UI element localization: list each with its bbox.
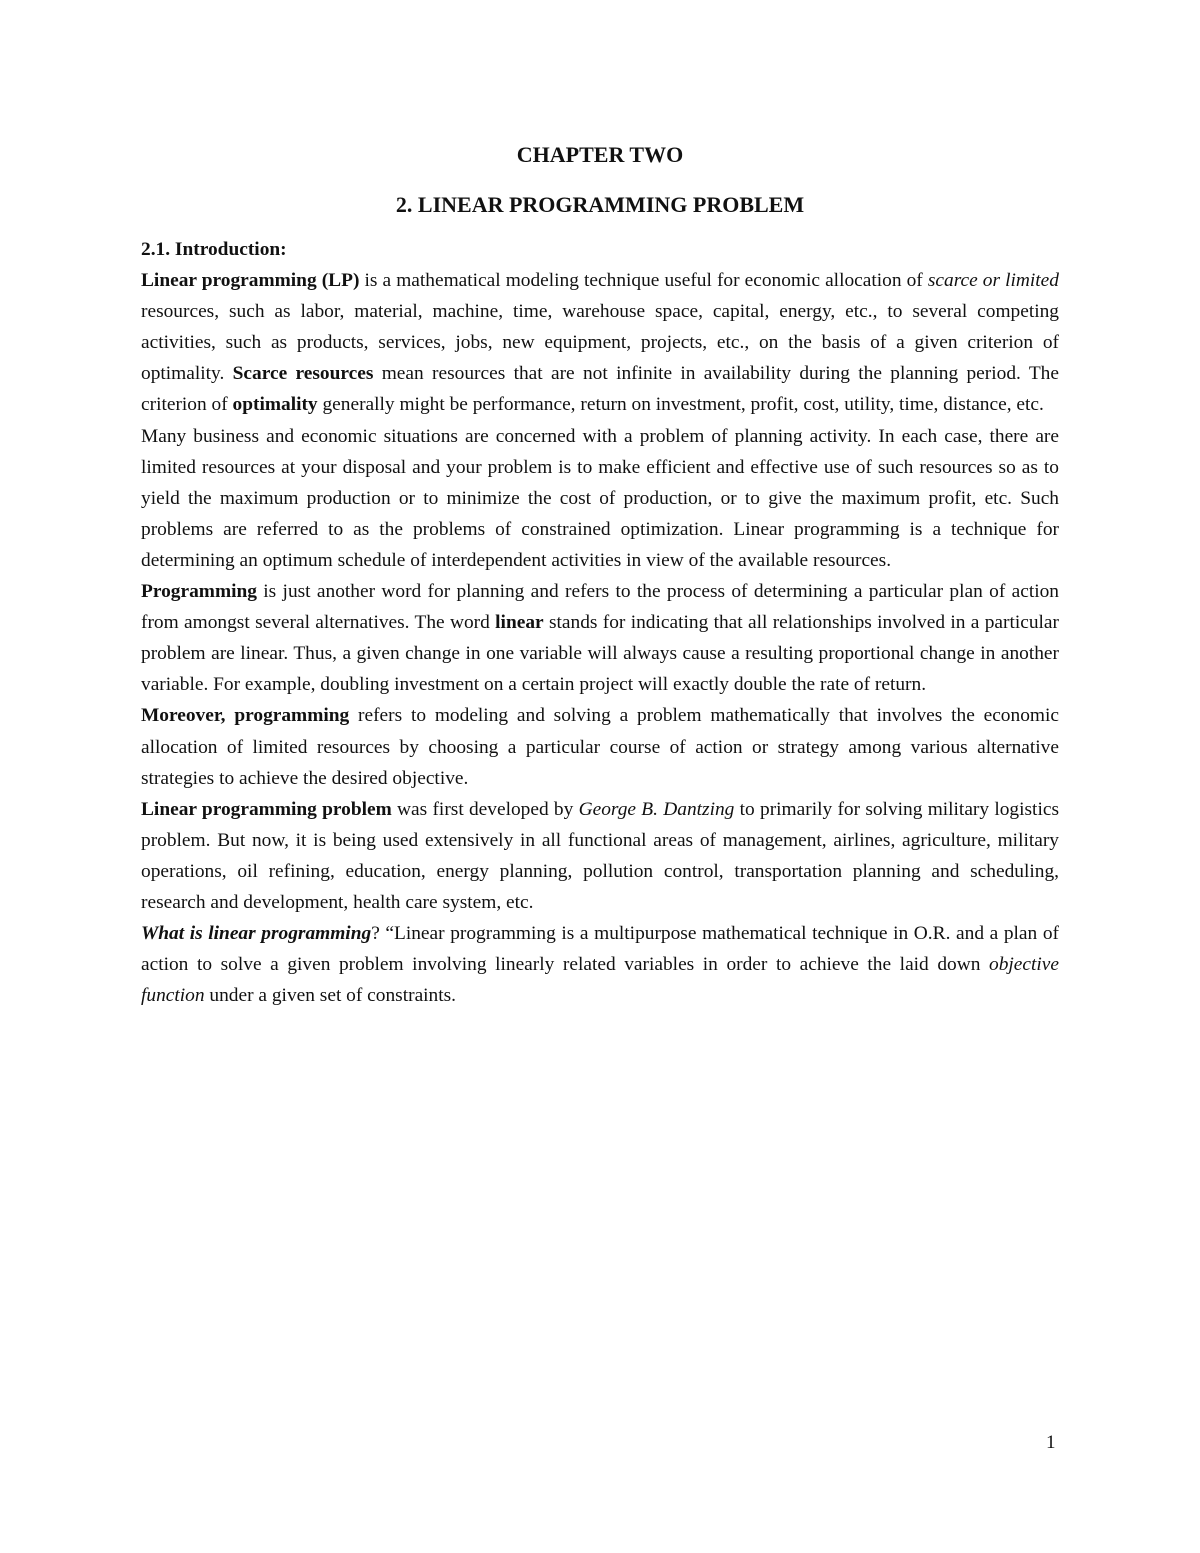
paragraph-lp-definition (141, 265, 1059, 420)
paragraph-programming (141, 576, 1059, 700)
text-span: resources, such as labor, material, machine, time, warehouse space, capital, energy, etc., to several competing activities, such as products, services, jobs, new equipment, projects, etc., on the basis of a given criterion of optimality. (141, 301, 1059, 385)
text-span: ? “Linear programming is a multipurpose mathematical technique in O.R. and a plan of action to solve a given problem involving linearly related variables in order to achieve the laid down (141, 923, 1059, 976)
term-optimality: optimality (232, 394, 318, 416)
text-span: is just another word for planning and refers to the process of determining a particular plan of action from amongst several alternatives. The word (141, 581, 1059, 634)
text-span: under a given set of constraints. (204, 985, 457, 1007)
person-name: George B. Dantzing (578, 798, 735, 820)
term-scarce-resources: Scarce resources (232, 363, 374, 385)
subsection-heading: 2.1. Introduction: (141, 239, 287, 260)
emphasis-scarce-limited: scarce or limited (927, 270, 1059, 292)
paragraph-history (141, 794, 1059, 918)
term-linear: linear (495, 612, 544, 634)
term-programming: Programming (141, 581, 257, 603)
chapter-heading: CHAPTER TWO (516, 142, 684, 167)
page-number: 1 (1046, 1432, 1056, 1453)
question-text: What is linear programming (141, 923, 372, 945)
paragraph-what-is-lp (141, 918, 1059, 1011)
question-what-is-lp (141, 923, 371, 944)
term-lp-problem: Linear programming problem (141, 798, 392, 820)
text-span: stands for indicating that all relationships involved in a particular problem are linear. Thus, a given change in one variable will always cause a resulting proportional change in another variable. For example, doubling investment on a certain project will exactly double the rate of return. (141, 612, 1059, 696)
paragraph-moreover (141, 700, 1059, 793)
term-linear-programming: Linear programming (LP) (141, 270, 360, 292)
text-span: was first developed by (391, 798, 579, 820)
text-span: is a mathematical modeling technique useful for economic allocation of (359, 270, 928, 292)
section-heading: 2. LINEAR PROGRAMMING PROBLEM (395, 192, 805, 217)
text-span: generally might be performance, return on investment, profit, cost, utility, time, distance, etc. (317, 394, 1044, 416)
term-objective-function: objective function (141, 954, 1059, 1007)
document-body (141, 234, 1059, 1011)
text-span: mean resources that are not infinite in availability during the planning period. The criterion of (141, 363, 1059, 416)
text-span: to primarily for solving military logistics problem. But now, it is being used extensively in all functional areas of management, airlines, agriculture, military operations, oil refining, education, energy planning, pollution control, transportation planning and scheduling, research and development, health care system, etc. (141, 798, 1059, 913)
text-span: refers to modeling and solving a problem mathematically that involves the economic allocation of limited resources by choosing a particular course of action or strategy among various alternative strategies to achieve the desired objective. (141, 705, 1059, 789)
paragraph-business-situations: Many business and economic situations are concerned with a problem of planning activity. In each case, there are limited resources at your disposal and your problem is to make efficient and effective use of such resources so as to yield the maximum production or to minimize the cost of production, or to give the maximum profit, etc. Such problems are referred to as the problems of constrained optimization. Linear programming is a technique for determining an optimum schedule of interdependent activities in view of the available resources. (141, 425, 1059, 571)
term-moreover-programming: Moreover, programming (141, 705, 350, 727)
